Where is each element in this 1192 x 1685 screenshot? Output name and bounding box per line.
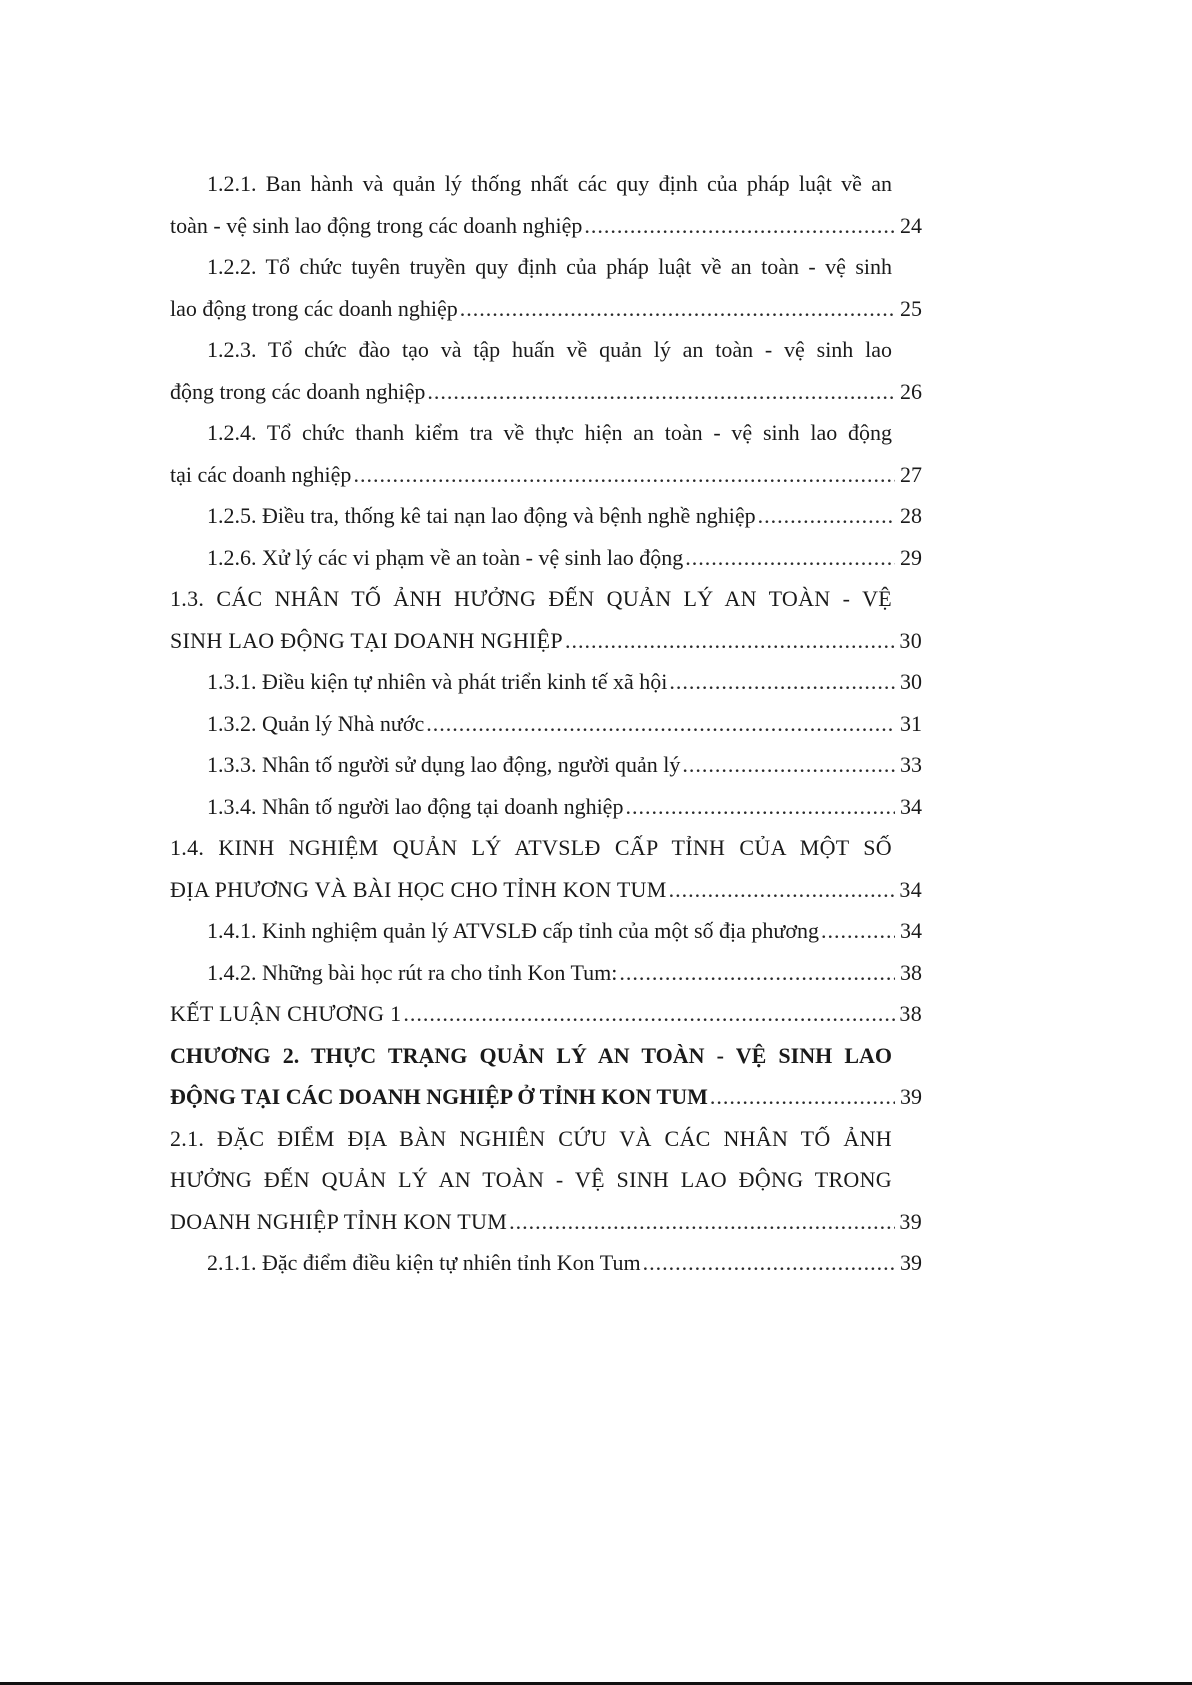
- toc-entry-text: tại các doanh nghiệp: [170, 461, 352, 487]
- toc-entry-1-2-1-line1: 1.2.1. Ban hành và quản lý thống nhất các quy định của pháp luật về an: [207, 171, 892, 196]
- toc-entry-text: DOANH NGHIỆP TỈNH KON TUM: [170, 1208, 508, 1234]
- toc-entry-2-1-1[interactable]: [170, 1242, 922, 1284]
- toc-entry-1-3-3[interactable]: [170, 744, 922, 786]
- toc-entry-1-2-6[interactable]: [170, 537, 922, 579]
- toc-entry-1-2-1[interactable]: [170, 205, 922, 247]
- toc-entry-1-4-line1: 1.4. KINH NGHIỆM QUẢN LÝ ATVSLĐ CẤP TỈNH CỦA MỘT SỐ: [170, 835, 892, 860]
- toc-entry-1-2-2-line1: 1.2.2. Tổ chức tuyên truyền quy định của pháp luật về an toàn - vệ sinh: [207, 254, 892, 279]
- toc-page-number: 34: [900, 918, 922, 943]
- dot-leader: [619, 952, 895, 994]
- toc-page-number: 39: [900, 1084, 922, 1109]
- dot-leader: [758, 495, 895, 537]
- toc-page-number: 30: [899, 627, 922, 653]
- dot-leader: [565, 620, 895, 662]
- dot-leader: [427, 371, 895, 413]
- toc-entry-text: 1.4.1. Kinh nghiệm quản lý ATVSLĐ cấp tỉnh của một số địa phương: [207, 918, 819, 943]
- toc-page-number: 28: [900, 503, 922, 528]
- toc-chapter-2[interactable]: [170, 1076, 922, 1118]
- dot-leader: [426, 703, 895, 745]
- toc-entry-text: 1.2.6. Xử lý các vi phạm về an toàn - vệ sinh lao động: [207, 544, 684, 570]
- toc-entry-1-3-4[interactable]: [170, 786, 922, 828]
- toc-entry-text: 1.3.1. Điều kiện tự nhiên và phát triển kinh tế xã hội: [207, 669, 668, 694]
- toc-entry-1-3-1[interactable]: [170, 661, 922, 703]
- dot-leader: [460, 288, 895, 330]
- toc-page-number: 27: [900, 461, 922, 487]
- dot-leader: [669, 661, 895, 703]
- dot-leader: [403, 993, 895, 1035]
- toc-page-number: 31: [900, 710, 922, 736]
- toc-entry-text: 1.2.5. Điều tra, thống kê tai nạn lao động và bệnh nghề nghiệp: [207, 503, 756, 528]
- dot-leader: [821, 910, 895, 952]
- toc-entry-1-4-1[interactable]: [170, 910, 922, 952]
- dot-leader: [353, 454, 895, 496]
- dot-leader: [685, 537, 895, 579]
- toc-entry-1-2-4-line1: 1.2.4. Tổ chức thanh kiểm tra về thực hiện an toàn - vệ sinh lao động: [207, 420, 892, 445]
- toc-entry-1-2-4[interactable]: [170, 454, 922, 496]
- toc-entry-1-4-2[interactable]: [170, 952, 922, 994]
- dot-leader: [625, 786, 895, 828]
- toc-page: [170, 163, 922, 1284]
- toc-entry-2-1-line1: 2.1. ĐẶC ĐIỂM ĐỊA BÀN NGHIÊN CỨU VÀ CÁC NHÂN TỐ ẢNH: [170, 1125, 892, 1151]
- dot-leader: [584, 205, 895, 247]
- toc-page-number: 34: [899, 876, 922, 902]
- toc-page-number: 34: [900, 793, 922, 819]
- toc-entry-text: SINH LAO ĐỘNG TẠI DOANH NGHIỆP: [170, 627, 563, 653]
- toc-page-number: 38: [899, 1001, 922, 1026]
- toc-entry-text: 2.1.1. Đặc điểm điều kiện tự nhiên tỉnh Kon Tum: [207, 1250, 641, 1275]
- toc-entry-text: KẾT LUẬN CHƯƠNG 1: [170, 1001, 402, 1026]
- dot-leader: [643, 1242, 895, 1284]
- toc-entry-1-4[interactable]: [170, 869, 922, 911]
- toc-entry-2-1-line2: HƯỞNG ĐẾN QUẢN LÝ AN TOÀN - VỆ SINH LAO ĐỘNG TRONG: [170, 1167, 892, 1192]
- toc-page-number: 24: [900, 212, 922, 238]
- toc-entry-1-3-line1: 1.3. CÁC NHÂN TỐ ẢNH HƯỞNG ĐẾN QUẢN LÝ AN TOÀN - VỆ: [170, 586, 892, 611]
- toc-entry-text: ĐỊA PHƯƠNG VÀ BÀI HỌC CHO TỈNH KON TUM: [170, 876, 667, 902]
- toc-page-number: 39: [899, 1208, 922, 1234]
- toc-page-number: 30: [900, 669, 922, 694]
- dot-leader: [682, 744, 895, 786]
- toc-entry-1-3-2[interactable]: [170, 703, 922, 745]
- toc-entry-text: toàn - vệ sinh lao động trong các doanh nghiệp: [170, 212, 583, 238]
- toc-entry-text: lao động trong các doanh nghiệp: [170, 295, 458, 321]
- toc-entry-text: 1.3.2. Quản lý Nhà nước: [207, 710, 425, 736]
- dot-leader: [669, 869, 895, 911]
- toc-entry-text: ĐỘNG TẠI CÁC DOANH NGHIỆP Ở TỈNH KON TUM: [170, 1084, 708, 1109]
- dot-leader: [710, 1076, 895, 1118]
- toc-page-number: 26: [900, 378, 922, 404]
- toc-page-number: 38: [900, 959, 922, 985]
- toc-entry-1-2-3[interactable]: [170, 371, 922, 413]
- toc-entry-1-2-3-line1: 1.2.3. Tổ chức đào tạo và tập huấn về quản lý an toàn - vệ sinh lao: [207, 337, 892, 362]
- toc-page-number: 25: [900, 295, 922, 321]
- toc-entry-1-3[interactable]: [170, 620, 922, 662]
- toc-entry-text: 1.4.2. Những bài học rút ra cho tỉnh Kon Tum:: [207, 959, 618, 985]
- toc-entry-1-2-5[interactable]: [170, 495, 922, 537]
- toc-entry-2-1[interactable]: [170, 1201, 922, 1243]
- toc-entry-1-2-2[interactable]: [170, 288, 922, 330]
- toc-entry-text: 1.3.3. Nhân tố người sử dụng lao động, người quản lý: [207, 752, 681, 777]
- toc-page-number: 39: [900, 1250, 922, 1275]
- toc-entry-text: động trong các doanh nghiệp: [170, 378, 426, 404]
- toc-page-number: 29: [900, 544, 922, 570]
- toc-entry-text: 1.3.4. Nhân tố người lao động tại doanh nghiệp: [207, 793, 624, 819]
- toc-page-number: 33: [900, 752, 922, 777]
- toc-chapter-2-line1: CHƯƠNG 2. THỰC TRẠNG QUẢN LÝ AN TOÀN - VỆ SINH LAO: [170, 1042, 892, 1068]
- toc-entry-conclusion-1[interactable]: [170, 993, 922, 1035]
- dot-leader: [509, 1201, 895, 1243]
